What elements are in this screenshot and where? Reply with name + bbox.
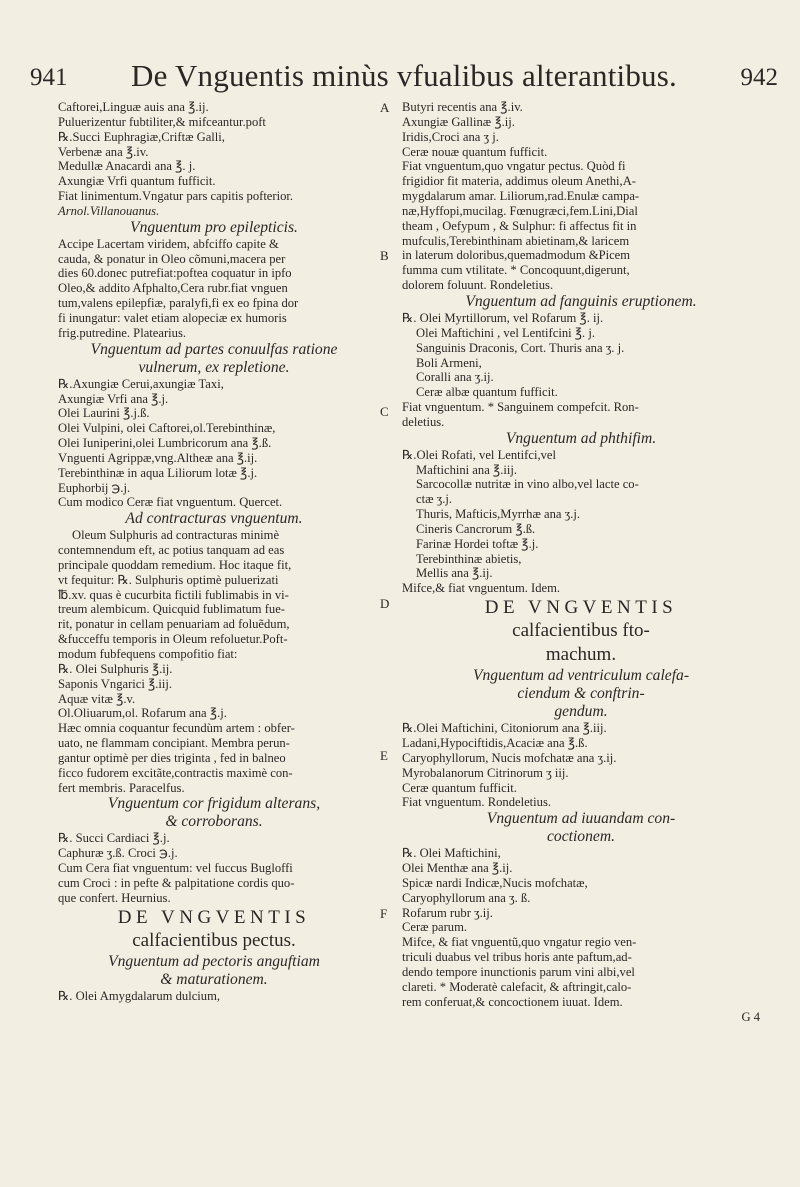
left-column-line: Vnguenti Agrippæ,vng.Altheæ ana ℥.ij. xyxy=(58,450,258,465)
right-page-number: 942 xyxy=(740,64,778,91)
right-column-line: dendo tempore inunctionis parum vini albi,vel xyxy=(402,964,635,979)
right-column-line: Rofarum rubr ʒ.ij. xyxy=(402,905,493,920)
left-column-line: uato, ne flammam concipiant. Membra perun- xyxy=(58,736,290,751)
left-column-line: que confert. Heurnius. xyxy=(58,890,171,905)
right-column-line: Axungiæ Gallinæ ℥.ij. xyxy=(402,114,515,129)
left-column-line: Vnguentum ad pectoris anguftiam xyxy=(108,952,320,970)
right-column-line: Caryophyllorum ana ʒ. ß. xyxy=(402,890,531,905)
left-column-line: ℞.Succi Euphragiæ,Criftæ Galli, xyxy=(58,129,225,144)
left-column-line: cauda, & ponatur in Oleo cõmuni,macera per xyxy=(58,251,286,266)
right-column-line: dolorem foluunt. Rondeletius. xyxy=(402,278,554,293)
right-column-line: Butyri recentis ana ℥.iv. xyxy=(402,100,523,114)
right-column-line: mufculis,Terebinthinam abietinam,& laricem xyxy=(402,233,630,248)
left-column-line: dies 60.donec putrefiat:poftea coquatur in ipfo xyxy=(58,266,292,281)
margin-letter-d: D xyxy=(380,596,390,611)
left-column-line: Oleo,& addito Afphalto,Cera rubr.fiat vnguen xyxy=(58,281,288,296)
right-column-line: ctæ ʒ.j. xyxy=(416,492,453,507)
right-column-line: Cineris Cancrorum ℥.ß. xyxy=(416,521,536,536)
left-column-line: cum Croci : in pefte & palpitatione cordis quo- xyxy=(58,875,295,890)
right-column-line: ℞.Olei Rofati, vel Lentifci,vel xyxy=(402,447,556,462)
right-column-line: theam , Oefypum , & Sulphur: fi affectus fit in xyxy=(402,218,637,233)
left-column-line: Axungiæ Vrfi quantum fufficit. xyxy=(58,174,216,189)
left-column-line: Medullæ Anacardi ana ℥. j. xyxy=(58,159,196,174)
right-column-line: Mifce, & fiat vnguentũ,quo vngatur regio ven- xyxy=(402,935,637,950)
left-column-line: DE VNGVENTIS xyxy=(117,906,311,928)
left-column-line: Axungiæ Vrfi ana ℥.j. xyxy=(58,391,169,406)
left-column-line: fi inungatur: valet etiam alopeciæ ex humoris xyxy=(58,310,287,325)
left-column-line: Vnguentum cor frigidum alterans, xyxy=(107,795,321,813)
left-column-line: Caftorei,Linguæ auis ana ℥.ij. xyxy=(58,100,209,114)
right-column-line: Thuris, Mafticis,Myrrhæ ana ʒ.j. xyxy=(416,507,581,522)
right-column-line: Ceræ parum. xyxy=(402,920,468,935)
right-column-line: coctionem. xyxy=(547,828,615,846)
left-column-line: & maturationem. xyxy=(160,970,268,988)
right-column-line: Vnguentum ad iuuandam con- xyxy=(486,810,676,828)
left-column-line: Arnol.Villanouanus. xyxy=(58,203,160,218)
right-column-line: Ceræ quantum fufficit. xyxy=(402,780,517,795)
right-column-line: triculi duabus vel tribus horis ante paftum,ad- xyxy=(402,950,632,965)
left-column-line: Puluerizentur fubtiliter,& mifceantur.poft xyxy=(58,114,266,129)
left-column-line: ℔.xv. quas è cucurbita fictili fublimabis in vi- xyxy=(58,587,289,602)
page-title: De Vnguentis minùs vfualibus alterantibus. xyxy=(131,58,677,93)
right-column-line: Mifce,& fiat vnguentum. Idem. xyxy=(402,581,561,596)
left-column-line: Accipe Lacertam viridem, abfciffo capite & xyxy=(58,236,279,251)
right-column-line: ciendum & conftrin- xyxy=(517,685,645,703)
right-column-line: fumma cum vtilitate. * Concoquunt,digerunt, xyxy=(402,263,630,278)
left-column-line: Ad contracturas vnguentum. xyxy=(125,510,303,528)
left-column-line: Aquæ vitæ ℥.v. xyxy=(58,691,136,706)
right-column-line: Vnguentum ad ventriculum calefa- xyxy=(472,667,690,685)
left-column-line: Fiat linimentum.Vngatur pars capitis pofterior. xyxy=(58,189,294,204)
right-column-line: Ceræ nouæ quantum fufficit. xyxy=(402,144,548,159)
right-column-line: ℞. Olei Maftichini, xyxy=(402,846,501,861)
left-column xyxy=(58,100,370,1004)
left-column-line: treum alembicum. Quicquid fublimatum fue- xyxy=(58,602,285,617)
right-column-line: Vnguentum ad phthifim. xyxy=(505,429,657,447)
page-header xyxy=(30,58,778,98)
left-column-line: tum,valens epilepfiæ, paralyfi,fi ex eo fpina dor xyxy=(58,296,299,311)
margin-letter-f: F xyxy=(380,906,388,921)
right-column-line: clareti. * Moderatè calefacit, & aftringit,calo- xyxy=(402,979,632,994)
right-column-line: Iridis,Croci ana ʒ j. xyxy=(402,129,499,144)
left-column-line: vulnerum, ex repletione. xyxy=(138,358,290,376)
left-column-line: Terebinthinæ in aqua Liliorum lotæ ℥.j. xyxy=(58,465,258,480)
left-page-number: 941 xyxy=(30,64,68,91)
right-column-line: machum. xyxy=(545,644,617,666)
left-column-line: Saponis Vngarici ℥.iij. xyxy=(58,676,173,691)
right-column-line: G 4 xyxy=(741,1009,760,1024)
left-column-line: Olei Vulpini, olei Caftorei,ol.Terebinthinæ, xyxy=(58,421,276,436)
right-column-line: Caryophyllorum, Nucis mofchatæ ana ʒ.ij. xyxy=(402,750,617,765)
left-column-line: Olei Iuniperini,olei Lumbricorum ana ℥.ß. xyxy=(58,436,272,451)
right-column-line: gendum. xyxy=(554,703,608,721)
left-column-line: gantur optimè per dies triginta , fed in balneo xyxy=(58,750,286,765)
left-column-line: Vnguentum ad partes conuulfas ratione xyxy=(90,340,338,358)
left-column-line: calfacientibus pectus. xyxy=(132,929,296,951)
right-column-line: Maftichini ana ℥.iij. xyxy=(416,462,518,477)
right-column-line: deletius. xyxy=(402,414,445,429)
right-column xyxy=(402,100,760,1024)
right-column-line: Olei Menthæ ana ℥.ij. xyxy=(402,861,513,876)
left-column-line: principale quoddam remedium. Hoc itaque fit, xyxy=(58,557,292,572)
left-column-line: Euphorbij ℈.j. xyxy=(58,480,131,495)
right-column-line: DE VNGVENTIS xyxy=(484,597,678,619)
left-column-line: Olei Laurini ℥.j.ß. xyxy=(58,406,150,421)
left-column-line: Hæc omnia coquantur fecundùm artem : obfer- xyxy=(58,721,295,736)
right-column-line: in laterum doloribus,quemadmodum &Picem xyxy=(402,248,631,263)
right-column-line: Ladani,Hypociftidis,Acaciæ ana ℥.ß. xyxy=(402,736,588,750)
left-column-line: Verbenæ ana ℥.iv. xyxy=(58,144,149,159)
right-column-line: Myrobalanorum Citrinorum ʒ iij. xyxy=(402,765,569,780)
right-column-line: Vnguentum ad fanguinis eruptionem. xyxy=(465,292,697,310)
right-column-line: rem conferuat,& concoctionem iuuat. Idem. xyxy=(402,994,623,1009)
margin-letter-a: A xyxy=(380,100,390,115)
margin-letter-e: E xyxy=(380,748,388,763)
left-column-line: Cum modico Ceræ fiat vnguentum. Quercet. xyxy=(58,495,283,510)
right-column-line: næ,Hyffopi,mucilag. Fœnugræci,fem.Lini,Dial xyxy=(402,203,638,218)
right-column-line: Ceræ albæ quantum fufficit. xyxy=(416,385,558,400)
left-column-line: &fucceffu temporis in Oleum refoluetur.Poft- xyxy=(58,632,288,647)
left-column-line: Caphuræ ʒ.ß. Croci ℈.j. xyxy=(58,846,178,861)
right-column-line: Fiat vnguentum,quo vngatur pectus. Quòd fi xyxy=(402,159,626,174)
right-column-line: Sarcocollæ nutritæ in vino albo,vel lacte co- xyxy=(416,477,639,492)
right-column-line: Olei Maftichini , vel Lentifcini ℥. j. xyxy=(416,325,595,340)
right-column-line: frigidior fit materia, addimus oleum Anethi,A- xyxy=(402,174,636,189)
left-column-line: vt fequitur: ℞. Sulphuris optimè puluerizati xyxy=(58,572,279,587)
right-column-line: Sanguinis Draconis, Cort. Thuris ana ʒ. j. xyxy=(416,340,625,355)
right-column-line: Farinæ Hordei toftæ ℥.j. xyxy=(416,536,539,551)
right-column-line: Boli Armeni, xyxy=(416,355,482,370)
left-column-line: contemnendum eft, ac potius tanquam ad eas xyxy=(58,543,285,558)
left-column-line: Ol.Oliuarum,ol. Rofarum ana ℥.j. xyxy=(58,706,227,721)
left-column-line: Cum Cera fiat vnguentum: vel fuccus Bugloffi xyxy=(58,861,293,876)
left-column-line: Vnguentum pro epilepticis. xyxy=(130,218,298,236)
left-column-line: ℞.Axungiæ Cerui,axungiæ Taxi, xyxy=(58,376,224,391)
left-column-line: fert membris. Paracelfus. xyxy=(58,780,185,795)
left-column-line: ℞. Olei Amygdalarum dulcium, xyxy=(58,988,221,1003)
margin-letter-b: B xyxy=(380,248,389,263)
left-column-line: ℞. Olei Sulphuris ℥.ij. xyxy=(58,661,173,676)
right-column-line: Coralli ana ʒ.ij. xyxy=(416,370,494,385)
right-column-line: ℞. Olei Myrtillorum, vel Rofarum ℥. ij. xyxy=(402,310,604,325)
left-column-line: ℞. Succi Cardiaci ℥.j. xyxy=(58,831,170,846)
left-column-line: & corroborans. xyxy=(165,813,263,831)
right-column-line: ℞.Olei Maftichini, Citoniorum ana ℥.iij. xyxy=(402,721,607,736)
right-column-line: Terebinthinæ abietis, xyxy=(416,551,522,566)
right-column-line: calfacientibus fto- xyxy=(512,620,650,642)
right-column-line: mygdalarum amar. Liliorum,rad.Enulæ campa- xyxy=(402,189,640,204)
left-column-line: frig.putredine. Platearius. xyxy=(58,325,186,340)
right-column-line: Fiat vnguentum. Rondeletius. xyxy=(402,795,552,810)
margin-letter-c: C xyxy=(380,404,389,419)
right-column-line: Mellis ana ℥.ij. xyxy=(416,566,493,581)
right-column-line: Spicæ nardi Indicæ,Nucis mofchatæ, xyxy=(402,875,588,890)
right-column-line: Fiat vnguentum. * Sanguinem compefcit. Ron- xyxy=(402,400,639,415)
left-column-line: Oleum Sulphuris ad contracturas minimè xyxy=(72,528,280,543)
left-column-line: ficco fudorem excitãte,contractis maximè con- xyxy=(58,765,293,780)
left-column-line: rit, ponatur in cellam penuariam ad foluẽdum, xyxy=(58,617,290,632)
left-column-line: modum fubfequens compofitio fiat: xyxy=(58,647,238,661)
